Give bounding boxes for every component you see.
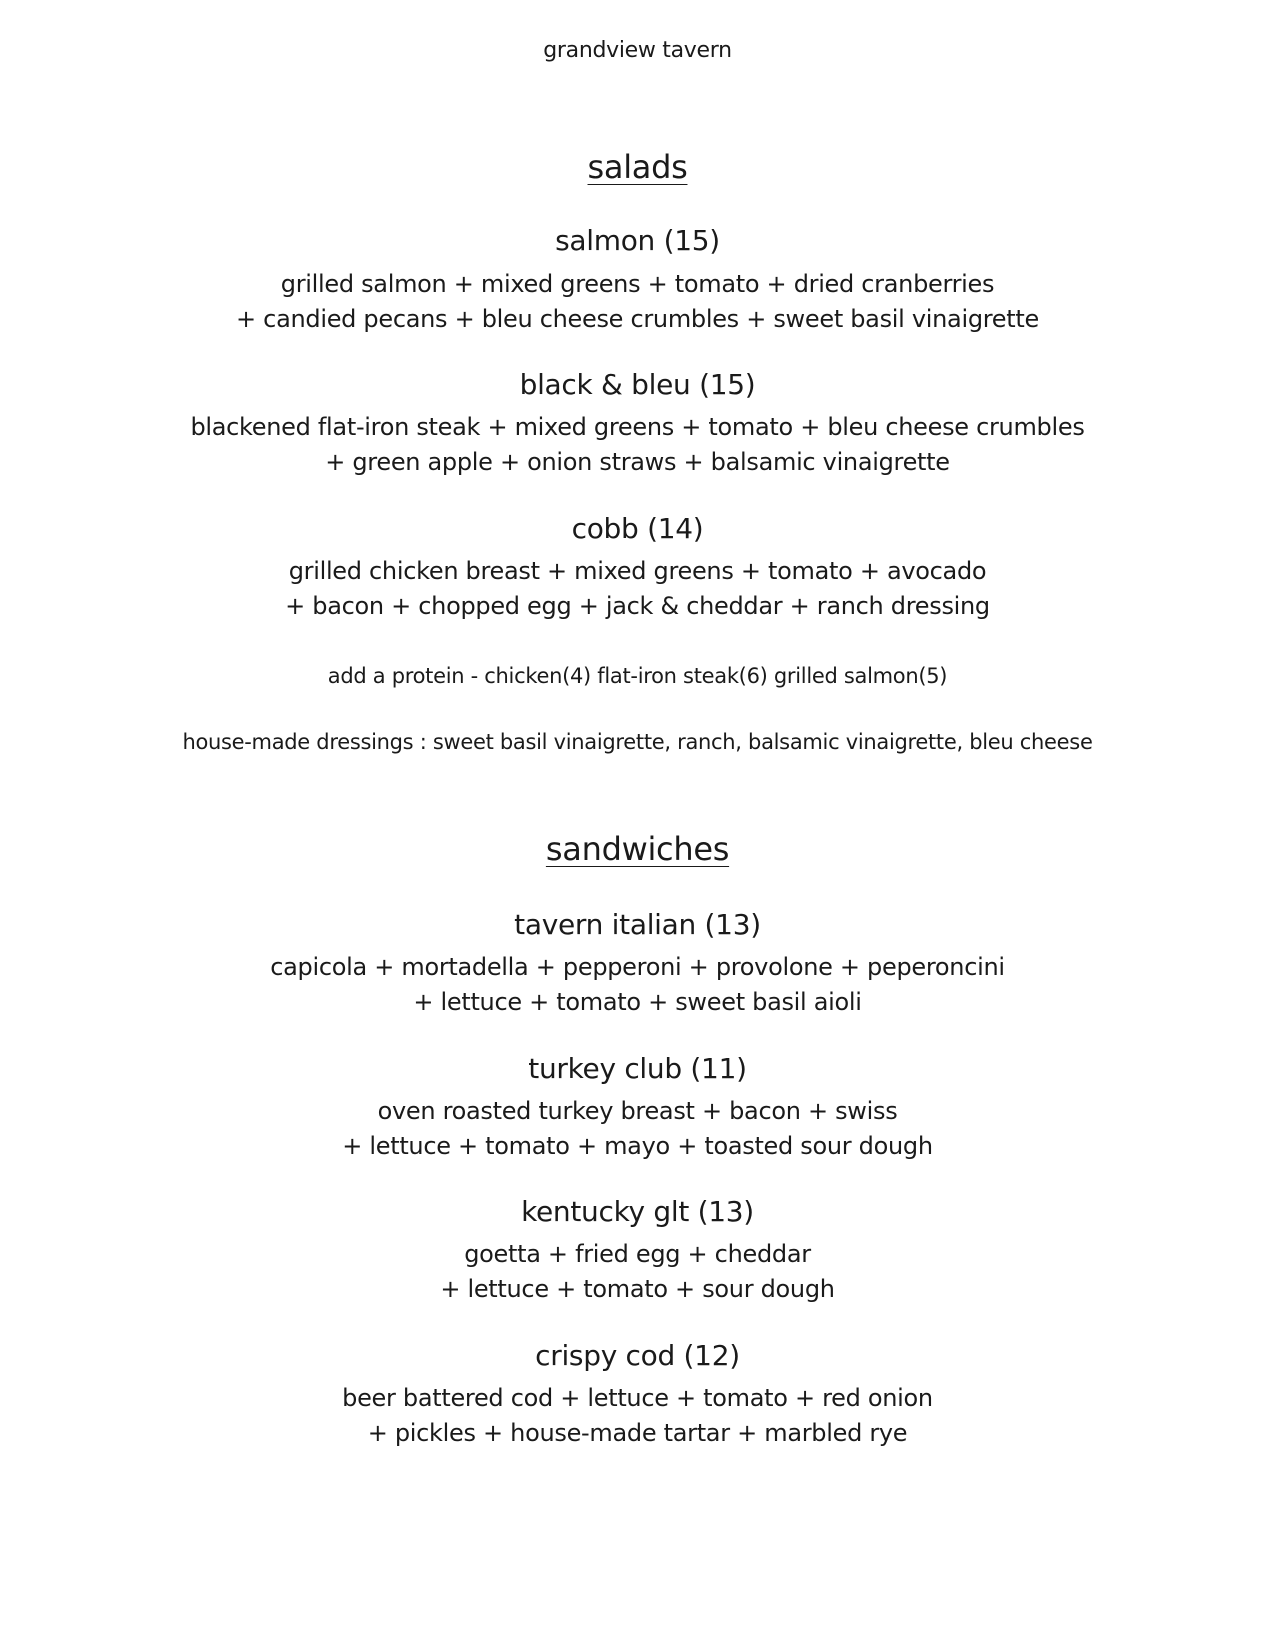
add-protein-note: add a protein - chicken(4) flat-iron steak(6) grilled salmon(5) [327, 664, 948, 688]
menu-item-title-black-and-bleu: black & bleu (15) [519, 368, 756, 401]
menu-item-title-tavern-italian: tavern italian (13) [514, 908, 761, 941]
menu-item-description: grilled chicken breast + mixed greens + tomato + avocado [288, 557, 987, 585]
menu-item-description: + lettuce + tomato + sour dough [440, 1275, 835, 1303]
menu-item-title-salmon: salmon (15) [555, 224, 720, 257]
section-title-sandwiches: sandwiches [545, 830, 730, 868]
menu-item-description: + lettuce + tomato + mayo + toasted sour dough [342, 1132, 933, 1160]
menu-item-description: beer battered cod + lettuce + tomato + red onion [342, 1384, 933, 1412]
menu-item-description: + bacon + chopped egg + jack & cheddar + ranch dressing [285, 592, 990, 620]
menu-item-description: capicola + mortadella + pepperoni + provolone + peperoncini [270, 953, 1005, 981]
menu-item-title-turkey-club: turkey club (11) [528, 1052, 747, 1085]
menu-item-description: + candied pecans + bleu cheese crumbles + sweet basil vinaigrette [236, 305, 1039, 333]
menu-item-description: + green apple + onion straws + balsamic vinaigrette [325, 448, 950, 476]
section-title-salads: salads [587, 148, 688, 186]
menu-item-description: goetta + fried egg + cheddar [464, 1240, 811, 1268]
menu-item-title-cobb: cobb (14) [571, 512, 704, 545]
menu-item-description: + pickles + house-made tartar + marbled rye [367, 1419, 908, 1447]
menu-item-title-kentucky-glt: kentucky glt (13) [521, 1195, 754, 1228]
restaurant-name: grandview tavern [543, 38, 732, 63]
menu-item-title-crispy-cod: crispy cod (12) [535, 1339, 740, 1372]
menu-item-description: blackened flat-iron steak + mixed greens + tomato + bleu cheese crumbles [190, 413, 1085, 441]
menu-item-description: + lettuce + tomato + sweet basil aioli [413, 988, 862, 1016]
dressings-note: house-made dressings : sweet basil vinaigrette, ranch, balsamic vinaigrette, bleu cheese [182, 730, 1093, 754]
menu-item-description: oven roasted turkey breast + bacon + swiss [377, 1097, 898, 1125]
menu-item-description: grilled salmon + mixed greens + tomato + dried cranberries [280, 270, 995, 298]
